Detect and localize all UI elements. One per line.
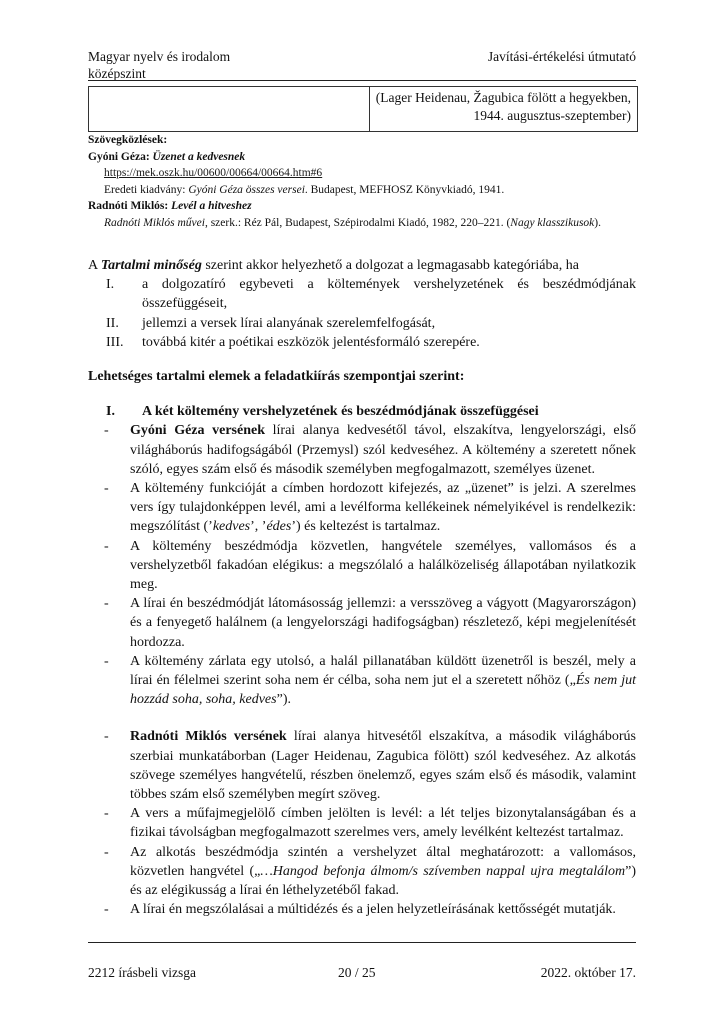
list-item: - A költemény funkcióját a címben hordozott kifejezés, az „üzenet” is jelzi. A szerelmes vers így tulajdonképpen levél, ami a levélforma kellékeinek némelyikével is rendelkezik: megszólítást (’kedves’, ’édes’) és keltezést is tartalmaz. — [104, 481, 636, 535]
header-doc-type: Javítási-értékelési útmutató — [487, 49, 636, 64]
list-item: - A költemény beszédmódja közvetlen, hangvétele személyes, vallomásos és a vershelyzetből fakadóan elégikus: a megszólaló a halálközeliség állapotában nyilatkozik meg. — [104, 538, 636, 593]
header-level: középszint — [88, 66, 146, 81]
list-item: - Gyóni Géza versének lírai alanya kedvesétől távol, elszakítva, lengyelországi, első világháborús hadifogságából (Przemysl) szól kedveséhez. A költemény a szeretett nőnek szóló, egyes szám első és második személyben megfogalmazott, személyes üzenet. — [104, 423, 636, 477]
intro-emphasis: Tartalmi minőség — [100, 258, 202, 273]
list-item: - Az alkotás beszédmódja szintén a vershelyzet által meghatározott: a vallomásos, közvetlen hangvétel („…Hangod befonja álmom/s szívemben nappal ujra megtalálom”) és az elégikusság a lírai én léthelyzetéből fakad. — [104, 844, 637, 899]
list-item: - A lírai én megszólalásai a múltidézés és a jelen helyzetleírásának kettősségét mutatják. — [104, 902, 616, 918]
source-title: Üzenet a kedvesnek — [152, 150, 246, 163]
criteria-list — [88, 275, 636, 352]
footer-divider — [88, 942, 636, 943]
main-content — [88, 256, 636, 920]
sources-title: Szövegközlések: — [88, 134, 168, 146]
table-cell-right — [370, 89, 631, 125]
gyoni-list — [88, 421, 636, 709]
source-radnoti — [88, 198, 648, 215]
source-author: Radnóti Miklós: — [88, 200, 169, 212]
footer-exam: 2212 írásbeli vizsga — [88, 965, 196, 980]
source-title: Levél a hitveshez — [171, 200, 252, 212]
intro-paragraph: A Tartalmi minőség szerint akkor helyezhető a dolgozat a legmagasabb kategóriába, ha — [88, 258, 579, 273]
poem-table — [88, 86, 638, 132]
source-author: Gyóni Géza: — [88, 150, 150, 163]
dateline-line1: (Lager Heidenau, Žagubica fölött a hegyekben, — [375, 90, 631, 105]
sources-block — [88, 132, 648, 231]
source-original-edition: Eredeti kiadvány: Gyóni Géza összes versei. Budapest, MEFHOSZ Könyvkiadó, 1941. — [104, 183, 505, 196]
source-link[interactable]: https://mek.oszk.hu/00600/00664/00664.htm#6 — [104, 167, 323, 179]
header-left — [88, 48, 230, 82]
radnoti-list — [88, 727, 636, 919]
source-edition: Radnóti Miklós művei, szerk.: Réz Pál, Budapest, Szépirodalmi Kiadó, 1982, 220–221. (Nagy klasszikusok). — [104, 216, 602, 229]
footer-date: 2022. október 17. — [540, 965, 636, 980]
criteria-item: I. a dolgozatíró egybeveti a költemények vershelyzetének és beszédmódjának összefüggéseit, — [106, 277, 636, 312]
criteria-item: II. jellemzi a versek lírai alanyának szerelemfelfogását, — [106, 315, 436, 331]
page-number: 20 / 25 — [338, 965, 376, 980]
possible-elements-heading: Lehetséges tartalmi elemek a feladatkiírás szempontjai szerint: — [88, 369, 465, 385]
criteria-item: III. továbbá kitér a poétikai eszközök jelentésformáló szerepére. — [106, 334, 480, 350]
list-item: - A költemény zárlata egy utolsó, a halál pillanatában küldött üzenetről is beszél, mely a lírai én félelmei szerint soha nem ér célba, soha nem jut el a szeretett nőhöz („És nem jut hozzád soha, soha, kedves”). — [104, 653, 636, 708]
header-divider — [88, 80, 636, 81]
header-subject: Magyar nyelv és irodalom — [88, 49, 231, 64]
list-item: - A lírai én beszédmódját látomásosság jellemzi: a versszöveg a vágyott (Magyarországon) és a fenyegető halálnem (a lengyelországi hadifogságban) részletező, képi megjelenítését hordozza. — [104, 596, 636, 650]
dateline-line2: 1944. augusztus-szeptember) — [473, 108, 631, 123]
section-heading: I. A két költemény vershelyzetének és beszédmódjának összefüggései — [106, 404, 539, 420]
table-cell-left — [89, 87, 370, 131]
source-gyoni — [88, 149, 648, 166]
list-item: - Radnóti Miklós versének lírai alanya hitvesétől elszakítva, a második világháborús szerbiai munkatáborban (Lager Heidenau, Zagubica fölött) szól kedveséhez. Az alkotás szövege személyes hangvételű, részben önelemző, egyes szám első és második, valamint többes szám első személyben megírt szöveg. — [104, 729, 636, 803]
list-item: - A vers a műfajmegjelölő címben jelölten is levél: a lét teljes bizonytalanságában és a fizikai távolságban megfogalmazott szerelmes vers, amely levélként keltezést tartalmaz. — [104, 806, 636, 841]
